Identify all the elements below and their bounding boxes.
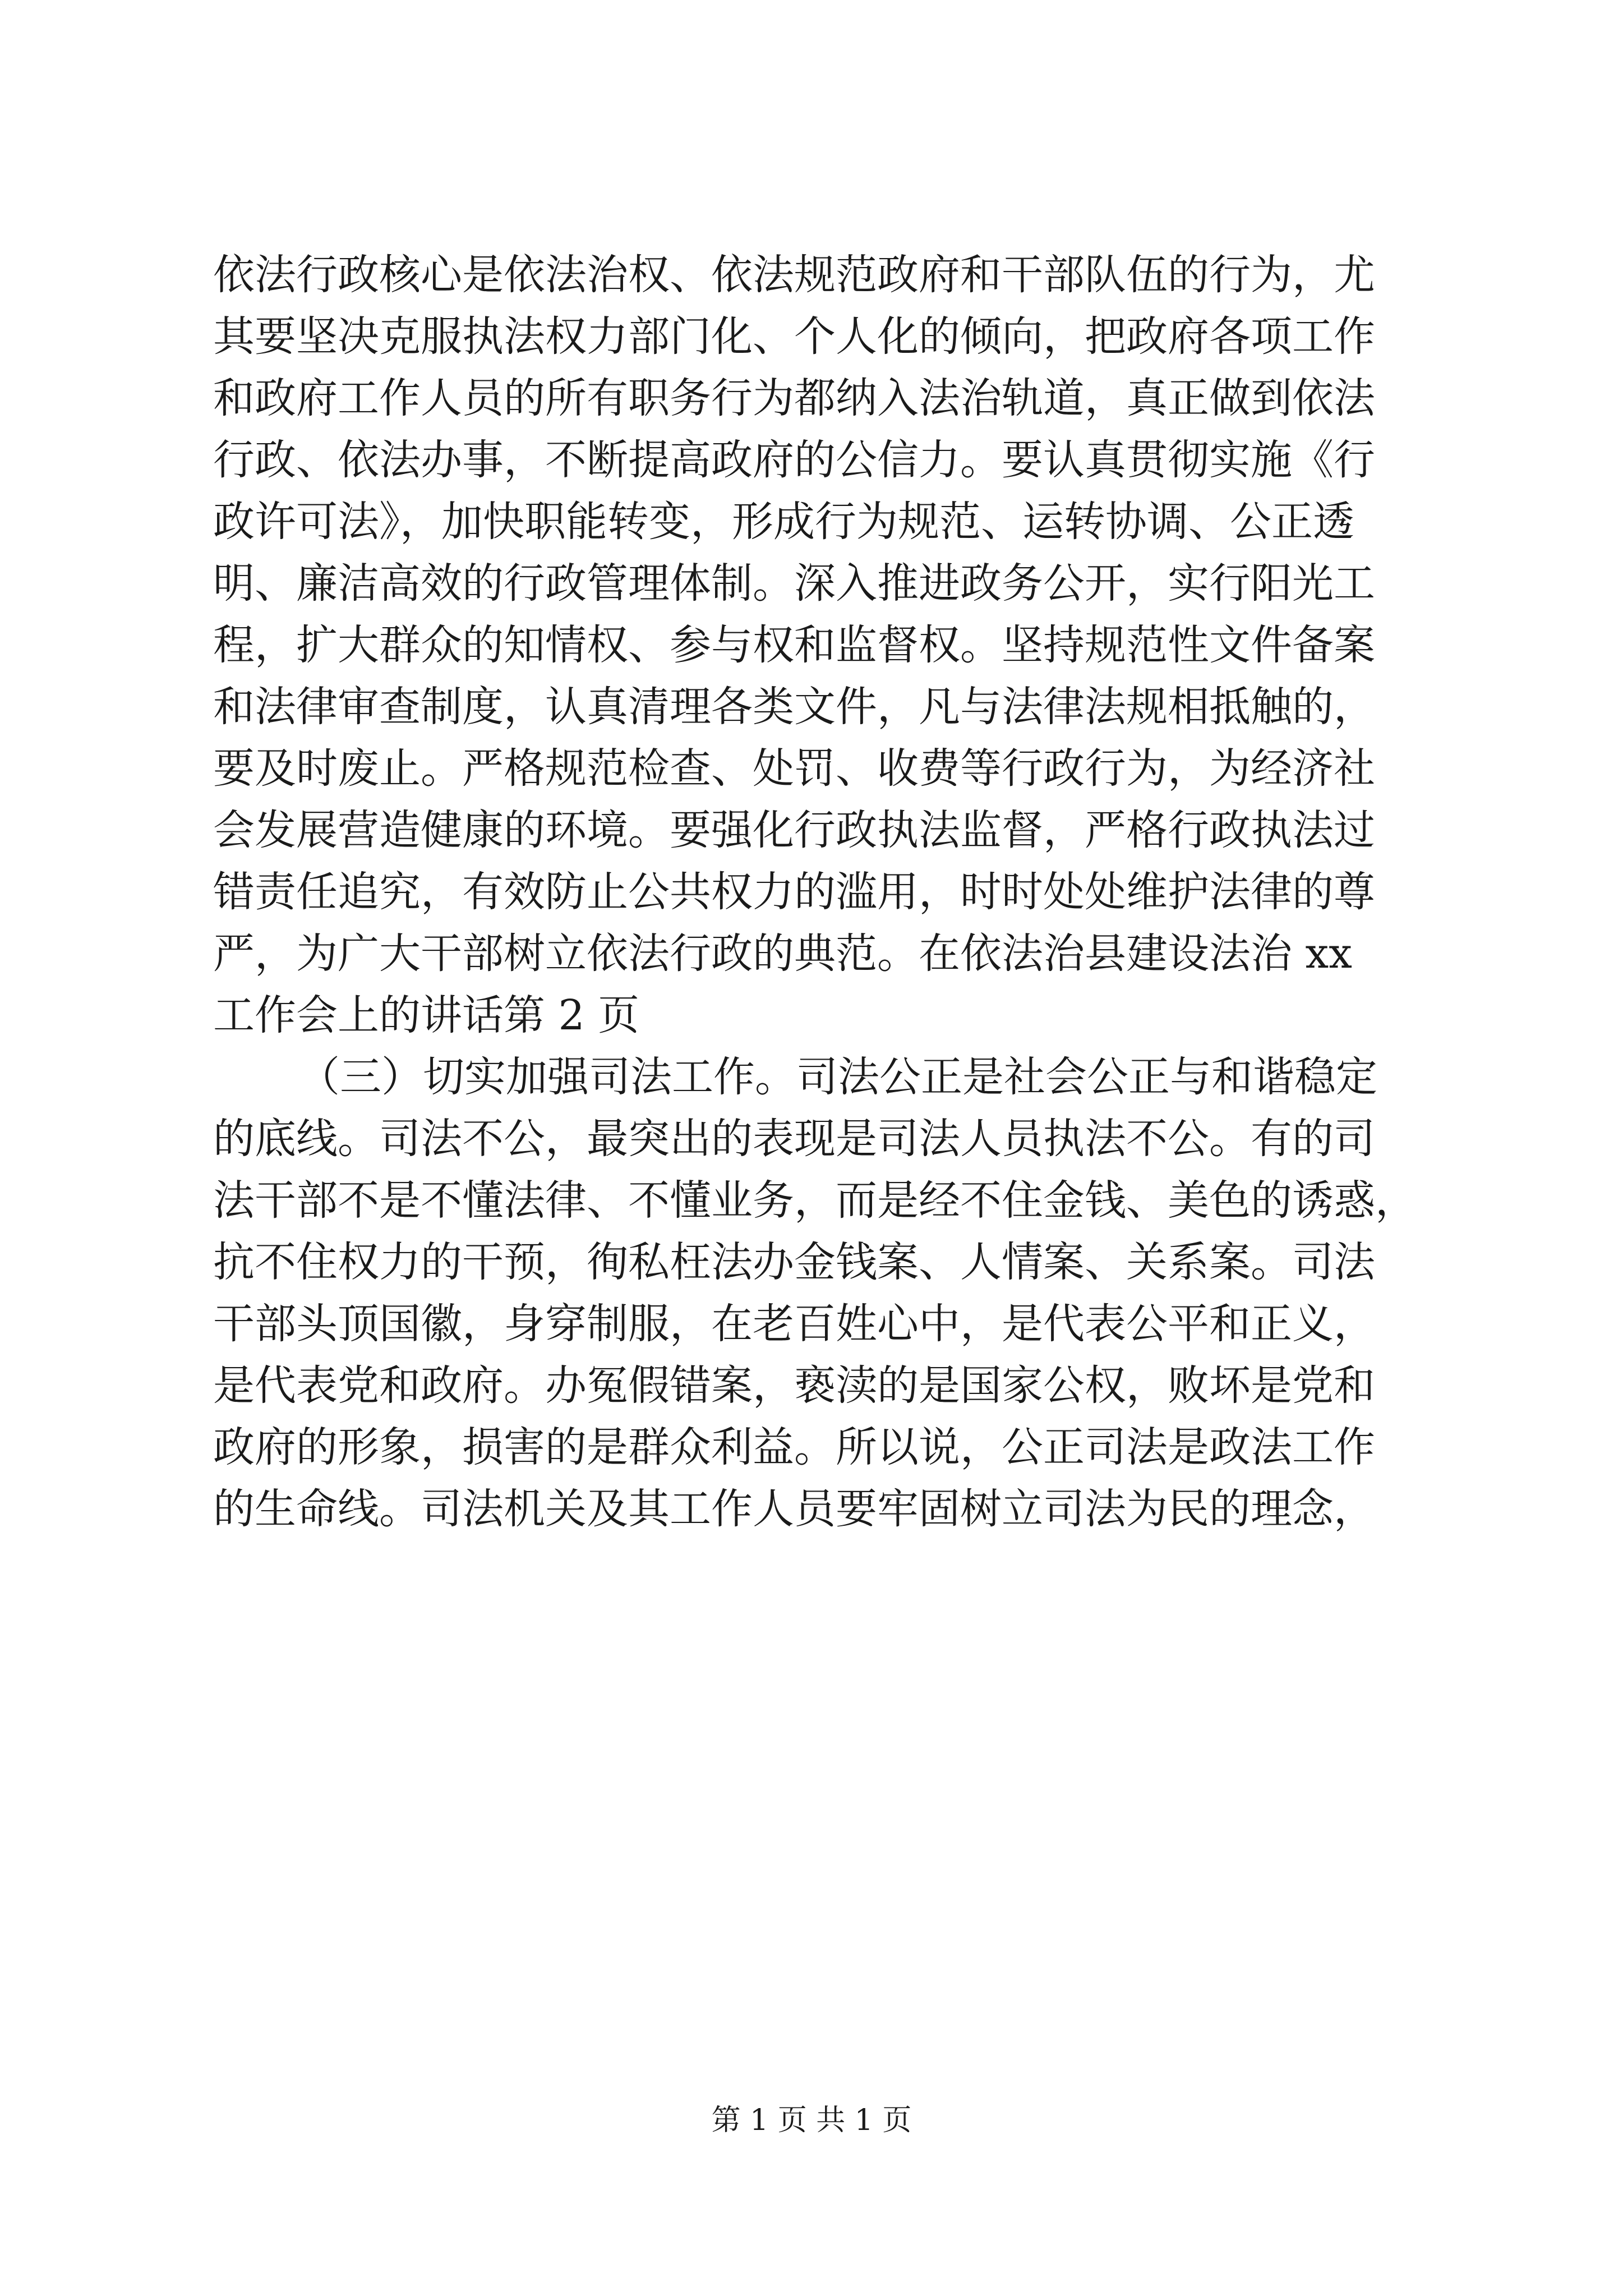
text-line: 的底线。司法不公，最突出的表现是司法人员执法不公。有的司 [213,1115,1375,1163]
text-line: 会发展营造健康的环境。要强化行政执法监督，严格行政执法过 [213,806,1375,854]
text-line: 法干部不是不懂法律、不懂业务，而是经不住金钱、美色的诱惑， [213,1176,1417,1225]
text-line: 干部头顶国徽，身穿制服，在老百姓心中，是代表公平和正义， [213,1300,1375,1348]
text-line: 工作会上的讲话第 2 页 [213,991,640,1039]
text-line: 的生命线。司法机关及其工作人员要牢固树立司法为民的理念， [213,1485,1375,1533]
text-line: 严，为广大干部树立依法行政的典范。在依法治县建设法治 xx [213,930,1352,978]
text-line: 依法行政核心是依法治权、依法规范政府和干部队伍的行为，尤 [213,251,1375,299]
text-line: 和法律审查制度，认真清理各类文件，凡与法律法规相抵触的， [213,683,1375,731]
text-line: 程，扩大群众的知情权、参与权和监督权。坚持规范性文件备案 [213,621,1375,669]
page-footer: 第 1 页 共 1 页 [711,2104,912,2137]
text-line: 和政府工作人员的所有职务行为都纳入法治轨道，真正做到依法 [213,374,1375,422]
text-line: 是代表党和政府。办冤假错案，亵渎的是国家公权，败坏是党和 [213,1361,1375,1410]
section-heading-line: （三）切实加强司法工作。司法公正是社会公正与和谐稳定 [298,1053,1377,1101]
text-line: 明、廉洁高效的行政管理体制。深入推进政务公开，实行阳光工 [213,559,1375,608]
text-line: 其要坚决克服执法权力部门化、个人化的倾向，把政府各项工作 [213,312,1375,361]
text-line: 政许可法》，加快职能转变，形成行为规范、运转协调、公正透 [213,498,1354,546]
text-line: 要及时废止。严格规范检查、处罚、收费等行政行为，为经济社 [213,744,1375,793]
text-line: 错责任追究，有效防止公共权力的滥用，时时处处维护法律的尊 [213,868,1375,916]
text-line: 政府的形象，损害的是群众利益。所以说，公正司法是政法工作 [213,1423,1375,1471]
body-text [213,247,1424,1543]
text-line: 行政、依法办事，不断提高政府的公信力。要认真贯彻实施《行 [213,436,1375,484]
text-line: 抗不住权力的干预，徇私枉法办金钱案、人情案、关系案。司法 [213,1238,1375,1286]
